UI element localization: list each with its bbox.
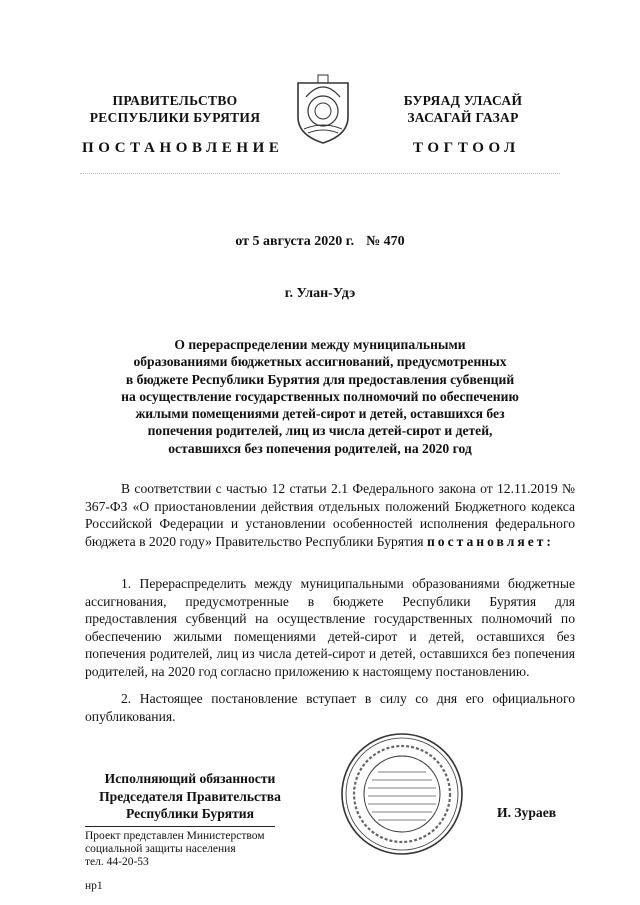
doc-type-right: ТОГТООЛ	[413, 140, 520, 156]
resolves-word: постановляет:	[426, 533, 554, 549]
date-line	[0, 234, 640, 250]
signatory-name: И. Зураев	[497, 805, 557, 820]
clause-1-paragraph: 1. Перераспределить между муниципальными образованиями бюджетные ассигнования, предусмотренные в бюджете Республики Бурятия для предоставления субвенций на осуществление государственных полномочий по обеспечению жилыми помещениями детей-сирот и детей, оставшихся без попечения родителей, лиц из числа детей-сирот и детей, оставшихся без попечения родителей, на 2020 год согласно приложению к настоящему постановлению.	[85, 576, 575, 679]
official-stamp	[338, 730, 466, 858]
title-line: попечения родителей, лиц из числа детей-сирот и детей,	[147, 423, 493, 439]
footer-note	[85, 830, 305, 869]
signatory-title-line: Председателя Правительства	[99, 788, 281, 804]
header-left-line1: ПРАВИТЕЛЬСТВО	[112, 93, 238, 108]
coat-of-arms-emblem	[292, 73, 354, 145]
preamble-paragraph	[85, 480, 575, 550]
footer-line: тел. 44-20-53	[85, 856, 149, 868]
signatory-title	[80, 770, 300, 823]
title-line: жилыми помещениями детей-сирот и детей, оставшихся без	[135, 406, 505, 422]
document-title	[110, 336, 530, 457]
document-city: г. Улан-Удэ	[284, 286, 356, 301]
title-line: образованиями бюджетных ассигнований, предусмотренных	[133, 354, 507, 370]
clause-2-paragraph: 2. Настоящее постановление вступает в силу со дня его официального опубликования.	[85, 691, 575, 724]
header-right-line1: БУРЯАД УЛАСАЙ	[403, 93, 523, 108]
footer-line: социальной защиты населения	[85, 843, 236, 855]
signatory-title-line: Республики Бурятия	[125, 806, 254, 821]
title-line: в бюджете Республики Бурятия для предоставления субвенций	[125, 371, 515, 387]
footer-rule	[85, 826, 275, 827]
preamble-text: В соответствии с частью 12 статьи 2.1 Федерального закона от 12.11.2019 № 367-ФЗ «О приостановлении действия отдельных положений Бюджетного кодекса Российской Федерации и установлении особенностей исполнения федерального бюджета в 2020 году» Правительство Республики Бурятия	[85, 481, 575, 549]
signatory-title-line: Исполняющий обязанности	[104, 771, 276, 786]
footer-line: Проект представлен Министерством	[85, 830, 265, 842]
title-line: О перераспределении между муниципальными	[174, 337, 466, 352]
header-right	[378, 92, 548, 126]
footer-code: нр1	[85, 880, 103, 892]
title-line: на осуществление государственных полномочий по обеспечению	[121, 388, 519, 404]
title-line: оставшихся без попечения родителей, на 2020 год	[168, 440, 472, 456]
header-right-line2: ЗАСАГАЙ ГАЗАР	[407, 110, 519, 125]
document-number: № 470	[366, 234, 405, 249]
header-left	[80, 92, 270, 126]
document-date: от 5 августа 2020 г.	[235, 234, 355, 249]
doc-type-left: ПОСТАНОВЛЕНИЕ	[82, 140, 284, 156]
header-divider	[80, 173, 560, 174]
header-left-line2: РЕСПУБЛИКИ БУРЯТИЯ	[89, 110, 261, 125]
